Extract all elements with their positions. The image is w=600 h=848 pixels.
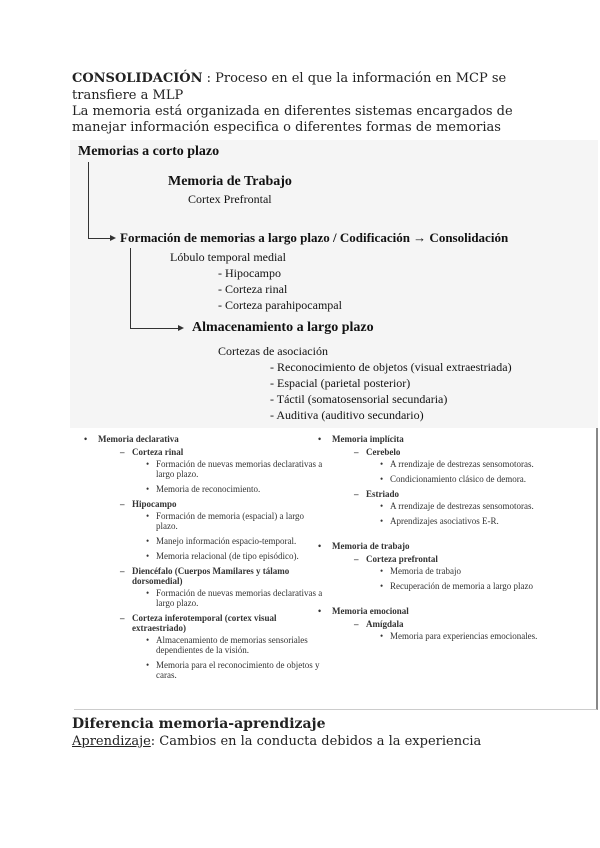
region-heading: – Cerebelo: [318, 447, 568, 457]
region-heading: – Amígdala: [318, 619, 568, 629]
temporal-item: - Corteza parahipocampal: [218, 298, 342, 312]
function-item: • A rrendizaje de destrezas sensomotoras.: [318, 501, 568, 511]
category-heading: • Memoria emocional: [318, 606, 568, 616]
term-aprendizaje: Aprendizaje: [72, 734, 151, 749]
learning-definition-text: : Cambios en la conducta debidos a la experiencia: [150, 734, 482, 749]
function-item: • Almacenamiento de memorias sensoriales dependientes de la visión.: [84, 635, 324, 655]
arrow-head-icon: [110, 235, 116, 241]
working-memory-label: Memoria de Trabajo: [168, 174, 292, 189]
function-item: • Memoria relacional (de tipo episódico).: [84, 551, 324, 561]
association-cortex-label: Cortezas de asociación: [218, 344, 328, 358]
term-consolidacion: CONSOLIDACIÓN: [72, 71, 203, 86]
function-item: • Aprendizajes asociativos E-R.: [318, 516, 568, 526]
connector-line: [130, 248, 131, 328]
memory-systems-paragraph: La memoria está organizada en diferentes sistemas encargados de manejar información especifica o diferentes formas de memorias: [72, 104, 513, 135]
category-heading: • Memoria de trabajo: [318, 541, 568, 551]
category-heading: • Memoria implícita: [318, 434, 568, 444]
temporal-item: - Corteza rinal: [218, 282, 288, 296]
temporal-lobe-label: Lóbulo temporal medial: [170, 250, 286, 264]
arrow-head-icon: [178, 325, 184, 331]
function-item: • Recuperación de memoria a largo plazo: [318, 581, 568, 591]
category-heading: • Memoria declarativa: [84, 434, 324, 444]
function-item: • A rrendizaje de destrezas sensomotoras.: [318, 459, 568, 469]
function-item: • Memoria de reconocimiento.: [84, 484, 324, 494]
connector-line: [88, 162, 89, 238]
connector-line: [88, 238, 110, 239]
region-heading: – Corteza prefrontal: [318, 554, 568, 564]
learning-definition: [72, 734, 481, 749]
long-term-formation-label: Formación de memorias a largo plazo / Codificación → Consolidación: [120, 230, 509, 245]
connector-line: [130, 328, 178, 329]
long-term-storage-label: Almacenamiento a largo plazo: [192, 320, 374, 335]
region-heading: – Corteza rinal: [84, 447, 324, 457]
short-term-memory-label: Memorias a corto plazo: [78, 144, 220, 159]
function-item: • Manejo información espacio-temporal.: [84, 536, 324, 546]
section-heading: Diferencia memoria-aprendizaje: [72, 716, 326, 732]
consolidation-text: : Proceso en el que la información en MCP se transfiere a MLP: [72, 71, 507, 103]
function-item: • Memoria para experiencias emocionales.: [318, 631, 568, 641]
region-heading: – Hipocampo: [84, 499, 324, 509]
prefrontal-cortex-label: Cortex Prefrontal: [188, 192, 272, 206]
function-item: • Memoria para el reconocimiento de objetos y caras.: [84, 660, 324, 680]
function-item: • Condicionamiento clásico de demora.: [318, 474, 568, 484]
consolidation-definition: [72, 70, 532, 104]
temporal-item: - Hipocampo: [218, 266, 281, 280]
implicit-column: [318, 434, 568, 646]
function-item: • Formación de nuevas memorias declarativas a largo plazo.: [84, 459, 324, 479]
function-item: • Formación de memoria (espacial) a largo plazo.: [84, 511, 324, 531]
association-item: - Espacial (parietal posterior): [270, 376, 411, 390]
memory-flow-diagram: [70, 140, 598, 428]
region-heading: – Estriado: [318, 489, 568, 499]
function-item: • Formación de nuevas memorias declarativas a largo plazo.: [84, 588, 324, 608]
association-item: - Reconocimiento de objetos (visual extraestriada): [270, 360, 512, 374]
function-item: • Memoria de trabajo: [318, 566, 568, 576]
memory-systems-table: [74, 428, 598, 710]
region-heading: – Diencéfalo (Cuerpos Mamilares y tálamo dorsomedial): [84, 566, 324, 586]
declarative-column: [84, 434, 324, 685]
region-heading: – Corteza inferotemporal (cortex visual extraestriado): [84, 613, 324, 633]
association-item: - Táctil (somatosensorial secundaria): [270, 392, 448, 406]
association-item: - Auditiva (auditivo secundario): [270, 408, 424, 422]
